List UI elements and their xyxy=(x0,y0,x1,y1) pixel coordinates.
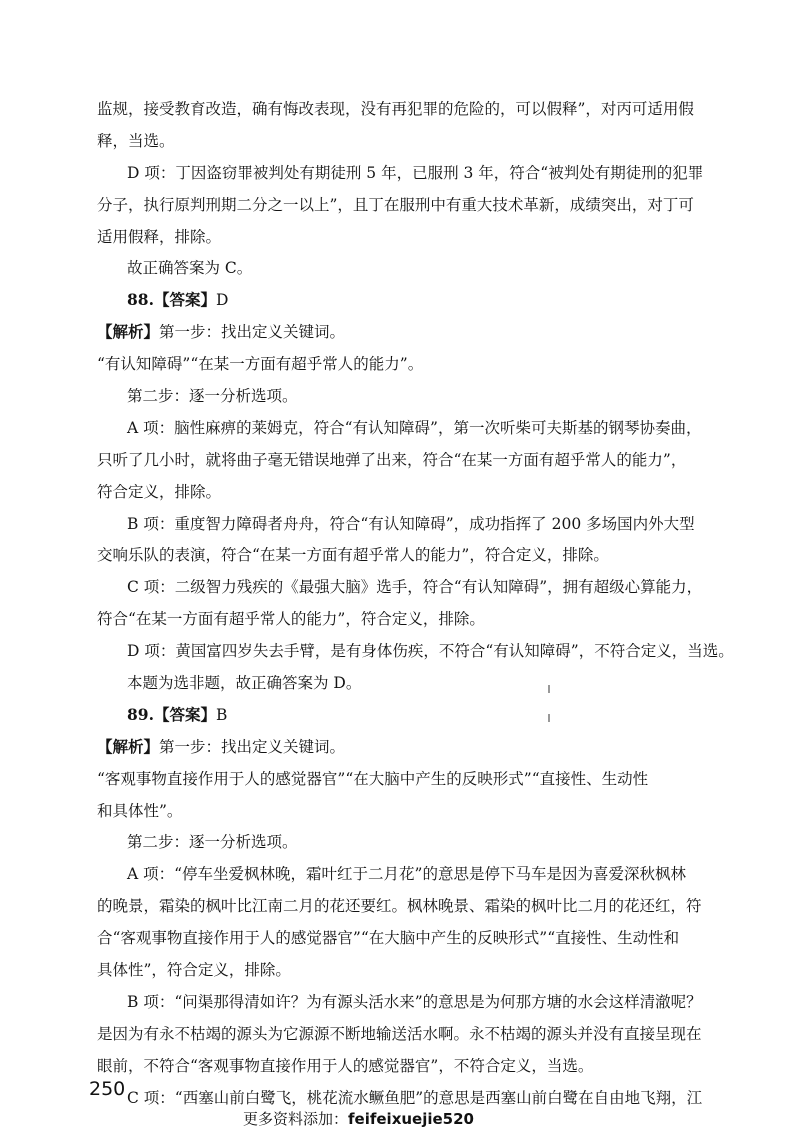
analysis-heading xyxy=(97,321,727,343)
text-line: 眼前，不符合“客观事物直接作用于人的感觉器官”，不符合定义，当选。 xyxy=(97,1056,594,1075)
text-line: A 项：脑性麻痹的莱姆克，符合“有认知障碍”，第一次听柴可夫斯基的钢琴协奏曲， xyxy=(127,418,702,437)
text-line: D 项：黄国富四岁失去手臂，是有身体伤疾，不符合“有认知障碍”，不符合定义，当选。 xyxy=(127,642,734,661)
label-tag: 89.【答案】 xyxy=(127,704,216,724)
text-line: 只听了几小时，就将曲子毫无错误地弹了出来，符合“在某一方面有超乎常人的能力”， xyxy=(97,450,687,469)
text-line: 本题为选非题，故正确答案为 D。 xyxy=(127,674,362,693)
text-line: 第二步：逐一分析选项。 xyxy=(127,387,298,406)
text-line: B 项：重度智力障碍者舟舟，符合“有认知障碍”，成功指挥了 200 多场国内外大型 xyxy=(127,514,695,533)
text-line: 合“客观事物直接作用于人的感觉器官”“在大脑中产生的反映形式”“直接性、生动性和 xyxy=(97,929,680,948)
text-line: “客观事物直接作用于人的感觉器官”“在大脑中产生的反映形式”“直接性、生动性 xyxy=(97,769,649,788)
page-body xyxy=(97,98,734,1119)
scan-speck xyxy=(548,714,550,722)
label-text: 第一步：找出定义关键词。 xyxy=(159,323,346,342)
text-line: 交响乐队的表演，符合“在某一方面有超乎常人的能力”，符合定义，排除。 xyxy=(97,546,609,565)
text-line: 和具体性”。 xyxy=(97,801,183,820)
text-line: C 项：“西塞山前白鹭飞，桃花流水鳜鱼肥”的意思是西塞山前白鹭在自由地飞翔，江 xyxy=(127,1088,703,1107)
page-number: 250 xyxy=(89,1078,126,1100)
text-line: 是因为有永不枯竭的源头为它源源不断地输送活水啊。永不枯竭的源头并没有直接呈现在 xyxy=(97,1024,702,1043)
text-line: 具体性”，符合定义，排除。 xyxy=(97,961,291,980)
label-tag: 【解析】 xyxy=(97,322,160,342)
scan-speck xyxy=(548,685,550,693)
analysis-heading xyxy=(97,736,727,758)
text-line: “有认知障碍”“在某一方面有超乎常人的能力”。 xyxy=(97,355,424,374)
text-line: C 项：二级智力残疾的《最强大脑》选手，符合“有认知障碍”，拥有超级心算能力， xyxy=(127,578,703,597)
answer-heading-88 xyxy=(97,289,727,311)
text-line: 的晚景，霜染的枫叶比江南二月的花还要红。枫林晚景、霜染的枫叶比二月的花还红，符 xyxy=(97,897,702,916)
footer-note xyxy=(243,1108,474,1129)
text-line: 第二步：逐一分析选项。 xyxy=(127,833,298,852)
answer-heading-89 xyxy=(97,704,727,726)
text-line: 分子，执行原判刑期二分之一以上”，且丁在服刑中有重大技术革新，成绩突出，对丁可 xyxy=(97,195,694,214)
label-tag: 88.【答案】 xyxy=(127,290,216,310)
text-line: A 项：“停车坐爱枫林晚，霜叶红于二月花”的意思是停下马车是因为喜爱深秋枫林 xyxy=(127,865,686,884)
label-tag: 【解析】 xyxy=(97,736,160,756)
footer-prefix: 更多资料添加： xyxy=(243,1110,349,1128)
text-line: B 项：“问渠那得清如许？为有源头活水来”的意思是为何那方塘的水会这样清澈呢？ xyxy=(127,992,702,1011)
text-line: 适用假释，排除。 xyxy=(97,227,222,246)
text-line: 释，当选。 xyxy=(97,131,175,150)
label-text: 第一步：找出定义关键词。 xyxy=(159,737,346,756)
label-text: D xyxy=(215,291,229,310)
text-line: 符合“在某一方面有超乎常人的能力”，符合定义，排除。 xyxy=(97,610,485,629)
text-line: 监规，接受教育改造，确有悔改表现，没有再犯罪的危险的，可以假释”，对丙可适用假 xyxy=(97,100,694,118)
text-line: 符合定义，排除。 xyxy=(97,482,222,501)
text-line: 故正确答案为 C。 xyxy=(127,259,253,278)
text-line: D 项：丁因盗窃罪被判处有期徒刑 5 年，已服刑 3 年，符合“被判处有期徒刑的犯罪 xyxy=(127,163,704,182)
label-text: B xyxy=(215,705,228,724)
footer-handle: feifeixuejie520 xyxy=(348,1110,474,1128)
